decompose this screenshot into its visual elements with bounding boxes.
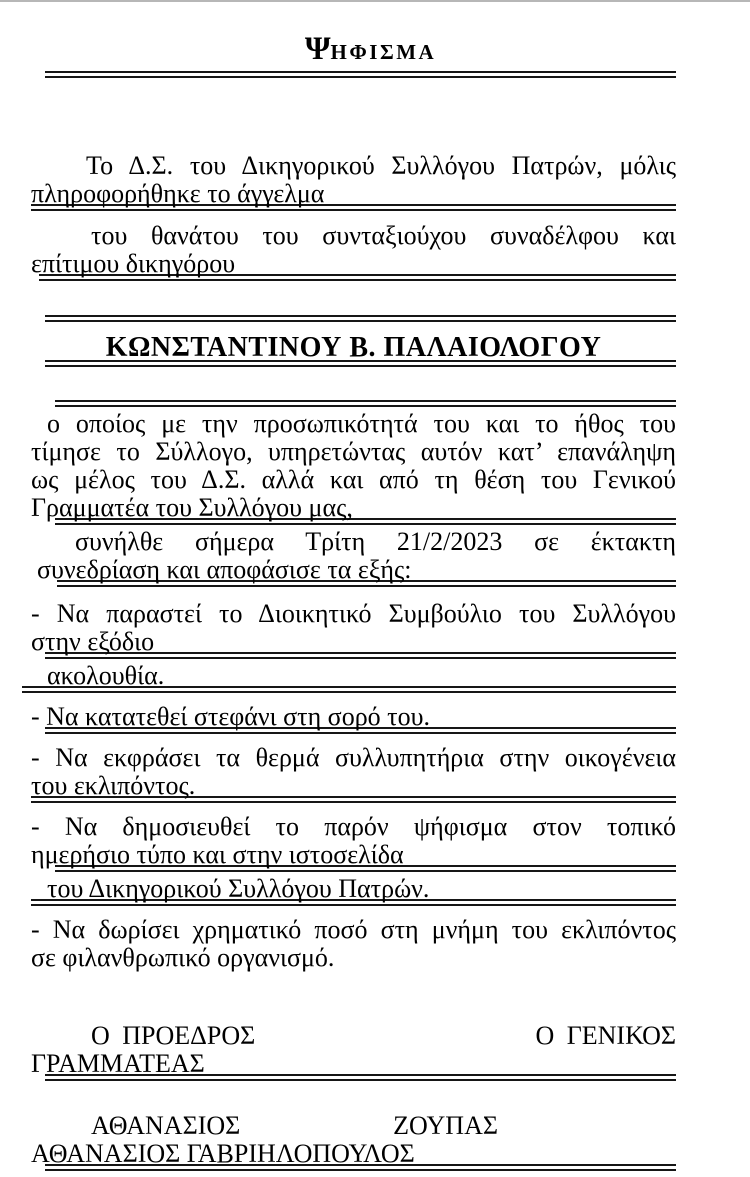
resolution-item-line: - Να παραστεί το Διοικητικό Συμβούλιο του Συλλόγου — [31, 599, 676, 628]
document-title — [31, 32, 676, 69]
resolution-item-line: - Να δημοσιευθεί το παρόν ψήφισμα στον τοπικό — [31, 812, 676, 841]
resolution-item-line: του εκλιπόντος. — [31, 771, 196, 800]
signatory-names-line — [31, 1112, 498, 1140]
signatory-roles-line — [31, 1022, 676, 1050]
paragraph-line: Γραμματέα του Συλλόγου μας, — [31, 493, 353, 522]
resolution-item-line: ημερήσιο τύπο και στην ιστοσελίδα — [31, 840, 404, 869]
secretary-full-name: ΑΘΑΝΑΣΙΟΣ ΓΑΒΡΙΗΛΟΠΟΥΛΟΣ — [31, 1139, 415, 1168]
paragraph-line: ο οποίος με την προσωπικότητά του και το ήθος του — [47, 409, 676, 438]
role-president: Ο ΠΡΟΕΔΡΟΣ — [91, 1021, 256, 1050]
resolution-document — [0, 32, 750, 1171]
resolution-item-line: - Να δωρίσει χρηματικό ποσό στη μνήμη του εκλιπόντος — [31, 915, 676, 944]
paragraph-line: συνήλθε σήμερα Τρίτη 21/2/2023 σε έκτακτη — [75, 527, 676, 556]
deceased-name-heading: ΚΩΝΣΤΑΝΤΙΝΟΥ Β. ΠΑΛΑΙΟΛΟΓΟΥ — [105, 332, 602, 363]
resolution-item-line: - Να κατατεθεί στεφάνι στη σορό του. — [31, 702, 430, 731]
paragraph-line: πληροφορήθηκε το άγγελμα — [31, 179, 325, 208]
president-first-name: ΑΘΑΝΑΣΙΟΣ — [91, 1111, 241, 1140]
role-general: Ο ΓΕΝΙΚΟΣ — [535, 1021, 676, 1050]
president-last-name: ΖΟΥΠΑΣ — [393, 1111, 498, 1140]
resolution-item-line: σε φιλανθρωπικό οργανισμό. — [31, 943, 335, 972]
resolution-item-line: του Δικηγορικού Συλλόγου Πατρών. — [47, 874, 430, 903]
resolution-item-line: στην εξόδιο — [31, 627, 155, 656]
paragraph-line: τίμησε το Σύλλογο, υπηρετώντας αυτόν κατ’ επανάληψη — [31, 437, 676, 466]
paragraph-line: του θανάτου του συνταξιούχου συναδέλφου και — [91, 221, 676, 250]
paragraph-line: συνεδρίαση και αποφάσισε τα εξής: — [37, 555, 412, 584]
paragraph-line: ως μέλος του Δ.Σ. αλλά και από τη θέση του Γενικού — [31, 465, 676, 494]
signatory-roles-line2: ΓΡΑΜΜΑΤΕΑΣ — [31, 1049, 205, 1078]
title-rest: ΗΦΙΣΜΑ — [330, 40, 437, 64]
resolution-item-line: ακολουθία. — [47, 661, 165, 690]
double-rule — [55, 400, 676, 407]
double-rule — [45, 315, 676, 322]
double-rule — [45, 71, 676, 78]
resolution-item-line: - Να εκφράσει τα θερμά συλλυπητήρια στην οικογένεια — [31, 743, 676, 772]
paragraph-line: επίτιμου δικηγόρου — [31, 249, 236, 278]
title-initial-letter: Ψ — [304, 31, 331, 67]
paragraph-line: Το Δ.Σ. του Δικηγορικού Συλλόγου Πατρών, μόλις — [86, 151, 676, 180]
